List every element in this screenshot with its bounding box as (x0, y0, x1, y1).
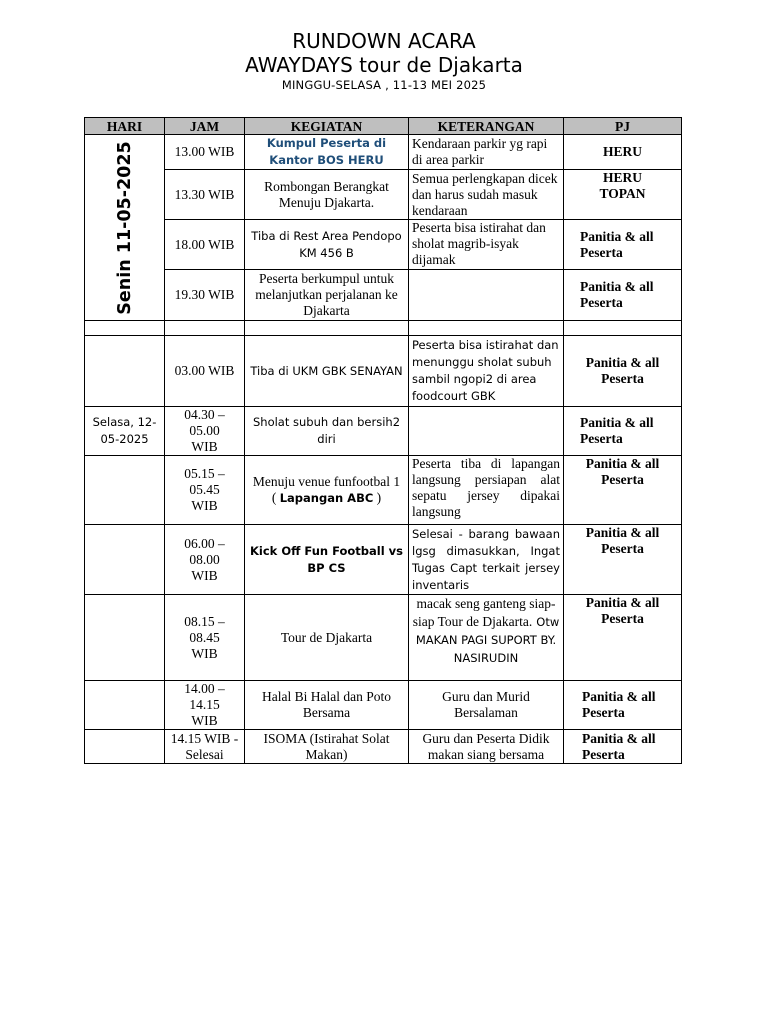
venue-name: Lapangan ABC (279, 490, 374, 505)
day-cell (85, 456, 165, 525)
table-header-row (85, 118, 682, 135)
note-cell: Guru dan Peserta Didik makan siang bersama (409, 730, 564, 764)
pj-cell: HERU TOPAN (564, 170, 682, 220)
activity-cell: Tour de Djakarta (245, 595, 409, 681)
column-header-keterangan: KETERANGAN (409, 118, 564, 135)
table-row (85, 730, 682, 764)
note-cell: Kendaraan parkir yg rapi di area parkir (409, 135, 564, 170)
time-cell: 14.00 – 14.15 WIB (165, 681, 245, 730)
note-cell: Selesai - barang bawaan lgsg dimasukkan, Ingat Tugas Capt terkait jersey inventaris (409, 525, 564, 595)
day-cell (85, 525, 165, 595)
time-cell: 18.00 WIB (165, 220, 245, 270)
day-label-senin: Senin 11-05-2025 (114, 140, 135, 315)
empty-cell (165, 321, 245, 336)
note-text: macak seng ganteng siap-siap Tour de Djakarta. (412, 596, 556, 629)
time-cell: 13.00 WIB (165, 135, 245, 170)
note-cell: Guru dan Murid Bersalaman (409, 681, 564, 730)
pj-cell: HERU (564, 135, 682, 170)
activity-cell: Tiba di UKM GBK SENAYAN (245, 336, 409, 407)
table-row (85, 135, 682, 170)
table-row (85, 681, 682, 730)
pj-cell: Panitia & all Peserta (564, 270, 682, 321)
column-header-kegiatan: KEGIATAN (245, 118, 409, 135)
table-row-empty (85, 321, 682, 336)
pj-cell: Panitia & all Peserta (564, 525, 682, 595)
pj-cell: Panitia & all Peserta (564, 681, 682, 730)
document-title: RUNDOWN ACARA (292, 29, 476, 53)
empty-cell (564, 321, 682, 336)
table-row (85, 336, 682, 407)
day-cell (85, 730, 165, 764)
note-cell (409, 270, 564, 321)
rundown-table (84, 117, 682, 764)
pj-cell: Panitia & all Peserta (564, 220, 682, 270)
column-header-jam: JAM (165, 118, 245, 135)
day-cell (85, 336, 165, 407)
note-cell: Peserta tiba di lapangan langsung persiapan alat sepatu jersey dipakai langsung (409, 456, 564, 525)
day-cell (85, 681, 165, 730)
time-cell: 04.30 – 05.00 WIB (165, 407, 245, 456)
pj-cell: Panitia & all Peserta (564, 456, 682, 525)
activity-cell: Kumpul Peserta di Kantor BOS HERU (245, 135, 409, 170)
activity-cell: Peserta berkumpul untuk melanjutkan perjalanan ke Djakarta (245, 270, 409, 321)
activity-cell: Rombongan Berangkat Menuju Djakarta. (245, 170, 409, 220)
day-cell-selasa: Selasa, 12-05-2025 (85, 407, 165, 456)
time-cell: 08.15 – 08.45 WIB (165, 595, 245, 681)
table-row (85, 456, 682, 525)
activity-cell: Tiba di Rest Area Pendopo KM 456 B (245, 220, 409, 270)
table-row (85, 170, 682, 220)
empty-cell (245, 321, 409, 336)
time-cell: 03.00 WIB (165, 336, 245, 407)
table-row (85, 525, 682, 595)
note-cell (409, 407, 564, 456)
time-cell: 19.30 WIB (165, 270, 245, 321)
pj-cell: Panitia & all Peserta (564, 730, 682, 764)
day-cell-senin (85, 135, 165, 321)
event-dates: MINGGU-SELASA , 11-13 MEI 2025 (281, 78, 487, 92)
activity-cell (245, 456, 409, 525)
activity-cell: ISOMA (Istirahat Solat Makan) (245, 730, 409, 764)
time-cell: 13.30 WIB (165, 170, 245, 220)
table-row (85, 270, 682, 321)
activity-cell: Kick Off Fun Football vs BP CS (245, 525, 409, 595)
activity-cell: Halal Bi Halal dan Poto Bersama (245, 681, 409, 730)
column-header-hari: HARI (85, 118, 165, 135)
activity-cell: Sholat subuh dan bersih2 diri (245, 407, 409, 456)
pj-cell: Panitia & all Peserta (564, 407, 682, 456)
note-cell: Peserta bisa istirahat dan sholat magrib-isyak dijamak (409, 220, 564, 270)
activity-paren-close: ) (373, 489, 382, 505)
table-row (85, 220, 682, 270)
empty-cell (85, 321, 165, 336)
note-cell: Peserta bisa istirahat dan menunggu sholat subuh sambil ngopi2 di area foodcourt GBK (409, 336, 564, 407)
note-text-meal: Otw MAKAN PAGI SUPORT BY. NASIRUDIN (415, 615, 560, 665)
time-cell: 06.00 – 08.00 WIB (165, 525, 245, 595)
event-title: AWAYDAYS tour de Djakarta (245, 53, 523, 77)
pj-cell: Panitia & all Peserta (564, 336, 682, 407)
column-header-pj: PJ (564, 118, 682, 135)
empty-cell (409, 321, 564, 336)
activity-paren-open: ( (271, 489, 280, 505)
day-cell (85, 595, 165, 681)
note-cell: Semua perlengkapan dicek dan harus sudah masuk kendaraan (409, 170, 564, 220)
table-row (85, 595, 682, 681)
note-cell (409, 595, 564, 681)
activity-text: Menuju venue funfootbal 1 (252, 473, 401, 489)
table-row (85, 407, 682, 456)
time-cell: 05.15 – 05.45 WIB (165, 456, 245, 525)
pj-cell: Panitia & all Peserta (564, 595, 682, 681)
time-cell: 14.15 WIB - Selesai (165, 730, 245, 764)
